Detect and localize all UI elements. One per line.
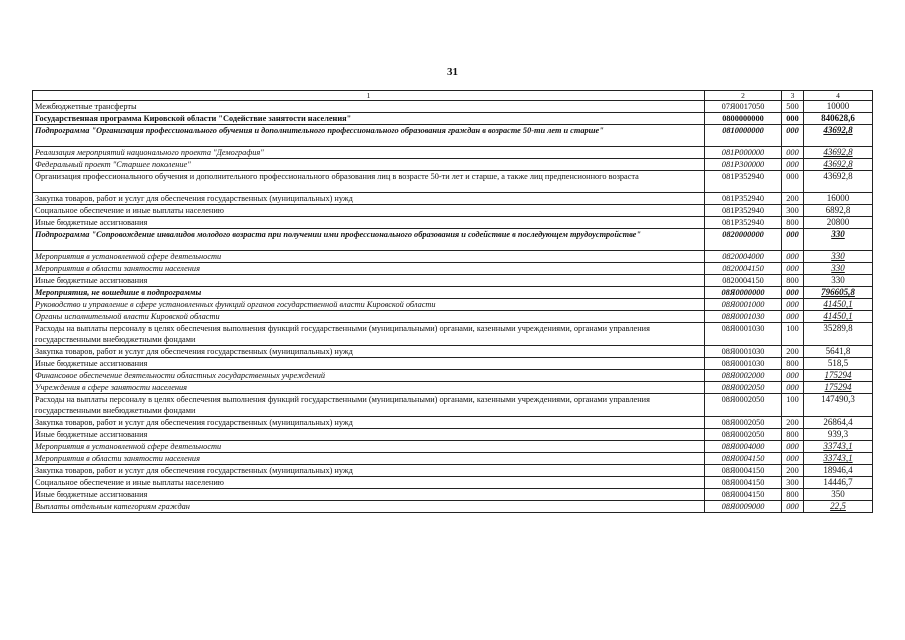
expense-name-cell: Социальное обеспечение и иные выплаты населению	[33, 205, 705, 217]
expense-name-cell: Расходы на выплаты персоналу в целях обеспечения выполнения функций государственными (муниципальными) органами, казенными учреждениями, органами управления государственными внебюджетными фондами	[33, 323, 705, 346]
amount-cell: 5641,8	[804, 346, 873, 358]
table-header	[33, 91, 873, 101]
amount-cell: 147490,3	[804, 394, 873, 417]
page-number: 31	[447, 66, 458, 78]
table-row	[33, 263, 873, 275]
table-row	[33, 465, 873, 477]
expense-name-cell: Закупка товаров, работ и услуг для обеспечения государственных (муниципальных) нужд	[33, 346, 705, 358]
table-row	[33, 311, 873, 323]
expense-name-cell: Закупка товаров, работ и услуг для обеспечения государственных (муниципальных) нужд	[33, 417, 705, 429]
expense-name-cell: Финансовое обеспечение деятельности областных государственных учреждений	[33, 370, 705, 382]
header-col-1: 1	[33, 91, 705, 101]
amount-cell: 330	[804, 229, 873, 251]
expense-name-cell: Закупка товаров, работ и услуг для обеспечения государственных (муниципальных) нужд	[33, 465, 705, 477]
amount-cell: 41450,1	[804, 311, 873, 323]
expense-name-cell: Мероприятия в установленной сфере деятельности	[33, 441, 705, 453]
expense-name-cell: Иные бюджетные ассигнования	[33, 275, 705, 287]
target-code-cell: 0820004150	[705, 263, 782, 275]
amount-cell: 16000	[804, 193, 873, 205]
target-code-cell: 08Я0001030	[705, 323, 782, 346]
expense-name-cell: Федеральный проект "Старшее поколение"	[33, 159, 705, 171]
table-row	[33, 501, 873, 513]
expense-name-cell: Иные бюджетные ассигнования	[33, 429, 705, 441]
target-code-cell: 08Я0002050	[705, 382, 782, 394]
expense-name-cell: Мероприятия в области занятости населения	[33, 263, 705, 275]
table-row	[33, 417, 873, 429]
expense-type-cell: 000	[782, 263, 804, 275]
target-code-cell: 08Я0001030	[705, 358, 782, 370]
expense-name-cell: Иные бюджетные ассигнования	[33, 358, 705, 370]
amount-cell: 43692,8	[804, 171, 873, 193]
table-row	[33, 453, 873, 465]
target-code-cell: 08Я0002050	[705, 417, 782, 429]
table-row	[33, 147, 873, 159]
target-code-cell: 08Я0004150	[705, 453, 782, 465]
target-code-cell: 08Я0002000	[705, 370, 782, 382]
expense-name-cell: Органы исполнительной власти Кировской области	[33, 311, 705, 323]
table-row	[33, 217, 873, 229]
target-code-cell: 081P300000	[705, 159, 782, 171]
amount-cell: 6892,8	[804, 205, 873, 217]
expense-name-cell: Иные бюджетные ассигнования	[33, 489, 705, 501]
target-code-cell: 08Я0001030	[705, 346, 782, 358]
amount-cell: 33743,1	[804, 453, 873, 465]
target-code-cell: 08Я0009000	[705, 501, 782, 513]
table-row	[33, 113, 873, 125]
expense-type-cell: 100	[782, 394, 804, 417]
expense-type-cell: 000	[782, 229, 804, 251]
expense-type-cell: 000	[782, 453, 804, 465]
target-code-cell: 081P352940	[705, 193, 782, 205]
target-code-cell: 08Я0004150	[705, 477, 782, 489]
expense-type-cell: 000	[782, 113, 804, 125]
target-code-cell: 08Я0002050	[705, 394, 782, 417]
table-row	[33, 159, 873, 171]
table-row	[33, 477, 873, 489]
budget-table	[32, 90, 873, 513]
amount-cell: 14446,7	[804, 477, 873, 489]
table-row	[33, 251, 873, 263]
expense-type-cell: 800	[782, 358, 804, 370]
table-row	[33, 394, 873, 417]
expense-type-cell: 000	[782, 370, 804, 382]
target-code-cell: 08Я0004150	[705, 489, 782, 501]
table-row	[33, 370, 873, 382]
amount-cell: 10000	[804, 101, 873, 113]
amount-cell: 330	[804, 251, 873, 263]
amount-cell: 330	[804, 263, 873, 275]
table-row	[33, 275, 873, 287]
amount-cell: 43692,8	[804, 125, 873, 147]
table-row	[33, 358, 873, 370]
expense-type-cell: 500	[782, 101, 804, 113]
target-code-cell: 081P000000	[705, 147, 782, 159]
amount-cell: 41450,1	[804, 299, 873, 311]
expense-type-cell: 800	[782, 275, 804, 287]
amount-cell: 22,5	[804, 501, 873, 513]
header-col-3: 3	[782, 91, 804, 101]
expense-name-cell: Иные бюджетные ассигнования	[33, 217, 705, 229]
expense-type-cell: 000	[782, 125, 804, 147]
amount-cell: 796605,8	[804, 287, 873, 299]
expense-name-cell: Подпрограмма "Сопровождение инвалидов молодого возраста при получении ими профессионального образования и содействие в последующем трудоустройстве"	[33, 229, 705, 251]
expense-name-cell: Выплаты отдельным категориям граждан	[33, 501, 705, 513]
expense-name-cell: Организация профессионального обучения и дополнительного профессионального образования лиц в возрасте 50-ти лет и старше, а также лиц предпенсионного возраста	[33, 171, 705, 193]
expense-name-cell: Руководство и управление в сфере установленных функций органов государственной власти Кировской области	[33, 299, 705, 311]
expense-name-cell: Мероприятия в установленной сфере деятельности	[33, 251, 705, 263]
expense-name-cell: Мероприятия, не вошедшие в подпрограммы	[33, 287, 705, 299]
target-code-cell: 0810000000	[705, 125, 782, 147]
amount-cell: 33743,1	[804, 441, 873, 453]
table-row	[33, 382, 873, 394]
target-code-cell: 08Я0001030	[705, 311, 782, 323]
expense-type-cell: 300	[782, 205, 804, 217]
table-row	[33, 346, 873, 358]
expense-name-cell: Расходы на выплаты персоналу в целях обеспечения выполнения функций государственными (муниципальными) органами, казенными учреждениями, органами управления государственными внебюджетными фондами	[33, 394, 705, 417]
target-code-cell: 08Я0004000	[705, 441, 782, 453]
target-code-cell: 0820004000	[705, 251, 782, 263]
amount-cell: 350	[804, 489, 873, 501]
expense-type-cell: 000	[782, 382, 804, 394]
amount-cell: 840628,6	[804, 113, 873, 125]
expense-type-cell: 000	[782, 147, 804, 159]
expense-type-cell: 200	[782, 346, 804, 358]
expense-type-cell: 000	[782, 171, 804, 193]
amount-cell: 518,5	[804, 358, 873, 370]
target-code-cell: 081P352940	[705, 171, 782, 193]
expense-name-cell: Закупка товаров, работ и услуг для обеспечения государственных (муниципальных) нужд	[33, 193, 705, 205]
target-code-cell: 07Я0017050	[705, 101, 782, 113]
expense-type-cell: 000	[782, 299, 804, 311]
table-row	[33, 125, 873, 147]
expense-type-cell: 300	[782, 477, 804, 489]
amount-cell: 43692,8	[804, 159, 873, 171]
expense-type-cell: 000	[782, 251, 804, 263]
target-code-cell: 08Я0002050	[705, 429, 782, 441]
table-row	[33, 323, 873, 346]
expense-name-cell: Мероприятия в области занятости населения	[33, 453, 705, 465]
amount-cell: 175294	[804, 370, 873, 382]
header-col-4: 4	[804, 91, 873, 101]
table-row	[33, 489, 873, 501]
table-row	[33, 287, 873, 299]
table-body	[33, 101, 873, 513]
table-row	[33, 205, 873, 217]
target-code-cell: 08Я0004150	[705, 465, 782, 477]
amount-cell: 330	[804, 275, 873, 287]
expense-type-cell: 000	[782, 501, 804, 513]
expense-type-cell: 800	[782, 429, 804, 441]
expense-name-cell: Учреждения в сфере занятости населения	[33, 382, 705, 394]
expense-name-cell: Межбюджетные трансферты	[33, 101, 705, 113]
expense-name-cell: Подпрограмма "Организация профессионального обучения и дополнительного профессионального образования граждан в возрасте 50-ти лет и старше"	[33, 125, 705, 147]
target-code-cell: 0820000000	[705, 229, 782, 251]
expense-name-cell: Социальное обеспечение и иные выплаты населению	[33, 477, 705, 489]
expense-name-cell: Государственная программа Кировской области "Содействие занятости населения"	[33, 113, 705, 125]
amount-cell: 175294	[804, 382, 873, 394]
amount-cell: 35289,8	[804, 323, 873, 346]
amount-cell: 939,3	[804, 429, 873, 441]
header-row	[33, 91, 873, 101]
table-row	[33, 171, 873, 193]
expense-type-cell: 100	[782, 323, 804, 346]
expense-type-cell: 200	[782, 465, 804, 477]
expense-type-cell: 000	[782, 159, 804, 171]
table-row	[33, 299, 873, 311]
target-code-cell: 081P352940	[705, 205, 782, 217]
expense-name-cell: Реализация мероприятий национального проекта "Демография"	[33, 147, 705, 159]
amount-cell: 26864,4	[804, 417, 873, 429]
expense-type-cell: 000	[782, 441, 804, 453]
expense-type-cell: 800	[782, 489, 804, 501]
target-code-cell: 0820004150	[705, 275, 782, 287]
table-row	[33, 429, 873, 441]
expense-type-cell: 200	[782, 417, 804, 429]
target-code-cell: 0800000000	[705, 113, 782, 125]
expense-type-cell: 000	[782, 287, 804, 299]
target-code-cell: 081P352940	[705, 217, 782, 229]
expense-type-cell: 000	[782, 311, 804, 323]
target-code-cell: 08Я0000000	[705, 287, 782, 299]
table-row	[33, 193, 873, 205]
table-row	[33, 441, 873, 453]
amount-cell: 20800	[804, 217, 873, 229]
header-col-2: 2	[705, 91, 782, 101]
table-row	[33, 101, 873, 113]
table-row	[33, 229, 873, 251]
amount-cell: 43692,8	[804, 147, 873, 159]
expense-type-cell: 200	[782, 193, 804, 205]
amount-cell: 18946,4	[804, 465, 873, 477]
target-code-cell: 08Я0001000	[705, 299, 782, 311]
expense-type-cell: 800	[782, 217, 804, 229]
